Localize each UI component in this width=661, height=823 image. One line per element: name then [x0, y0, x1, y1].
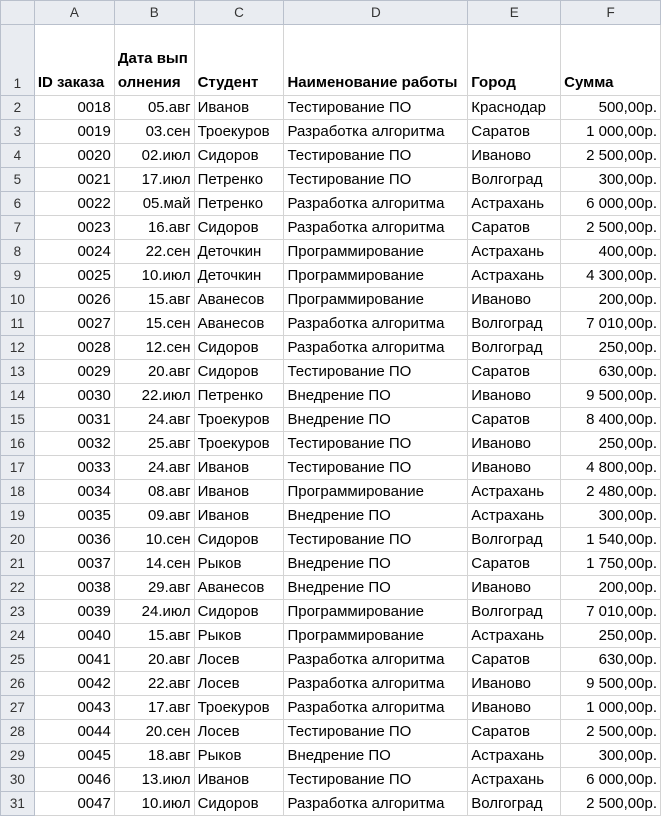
- cell-student[interactable]: Деточкин: [194, 264, 284, 288]
- row-header[interactable]: 11: [1, 312, 35, 336]
- row-header[interactable]: 20: [1, 528, 35, 552]
- cell-date[interactable]: 20.авг: [114, 648, 194, 672]
- row-header[interactable]: 21: [1, 552, 35, 576]
- row-header[interactable]: 27: [1, 696, 35, 720]
- row-header[interactable]: 19: [1, 504, 35, 528]
- cell-work[interactable]: Программирование: [284, 240, 468, 264]
- row-header[interactable]: 18: [1, 480, 35, 504]
- cell-work[interactable]: Тестирование ПО: [284, 144, 468, 168]
- cell-city[interactable]: Саратов: [468, 648, 561, 672]
- table-row: [1, 240, 661, 264]
- cell-work[interactable]: Программирование: [284, 600, 468, 624]
- cell-date[interactable]: 17.авг: [114, 696, 194, 720]
- cell-sum[interactable]: 4 800,00р.: [561, 456, 661, 480]
- cell-work[interactable]: Внедрение ПО: [284, 408, 468, 432]
- cell-city[interactable]: Астрахань: [468, 744, 561, 768]
- row-header[interactable]: 14: [1, 384, 35, 408]
- table-row: [1, 624, 661, 648]
- row-header[interactable]: 9: [1, 264, 35, 288]
- cell-work[interactable]: Тестирование ПО: [284, 768, 468, 792]
- cell-work[interactable]: Разработка алгоритма: [284, 672, 468, 696]
- cell-sum[interactable]: 2 500,00р.: [561, 720, 661, 744]
- cell-date[interactable]: 15.сен: [114, 312, 194, 336]
- row-header[interactable]: 6: [1, 192, 35, 216]
- cell-student[interactable]: Сидоров: [194, 336, 284, 360]
- cell-city[interactable]: Саратов: [468, 552, 561, 576]
- cell-work[interactable]: Внедрение ПО: [284, 552, 468, 576]
- row-header[interactable]: 30: [1, 768, 35, 792]
- cell-work[interactable]: Разработка алгоритма: [284, 648, 468, 672]
- cell-city[interactable]: Саратов: [468, 720, 561, 744]
- cell-date[interactable]: 22.сен: [114, 240, 194, 264]
- cell-city[interactable]: Волгоград: [468, 528, 561, 552]
- cell-student[interactable]: Петренко: [194, 384, 284, 408]
- cell-student[interactable]: Сидоров: [194, 360, 284, 384]
- row-header[interactable]: 13: [1, 360, 35, 384]
- cell-city[interactable]: Иваново: [468, 144, 561, 168]
- cell-city[interactable]: Иваново: [468, 456, 561, 480]
- table-row: [1, 504, 661, 528]
- cell-date[interactable]: 05.авг: [114, 96, 194, 120]
- cell-student[interactable]: Иванов: [194, 96, 284, 120]
- cell-sum[interactable]: 400,00р.: [561, 240, 661, 264]
- cell-student[interactable]: Иванов: [194, 480, 284, 504]
- cell-date[interactable]: 24.авг: [114, 456, 194, 480]
- cell-id[interactable]: 0035: [34, 504, 114, 528]
- cell-city[interactable]: Саратов: [468, 360, 561, 384]
- row-header[interactable]: 3: [1, 120, 35, 144]
- cell-work[interactable]: Внедрение ПО: [284, 384, 468, 408]
- cell-city[interactable]: Краснодар: [468, 96, 561, 120]
- cell-city[interactable]: Волгоград: [468, 336, 561, 360]
- cell-id[interactable]: 0020: [34, 144, 114, 168]
- cell-city[interactable]: Волгоград: [468, 312, 561, 336]
- cell-id[interactable]: 0023: [34, 216, 114, 240]
- cell-student[interactable]: Петренко: [194, 192, 284, 216]
- cell-sum[interactable]: 7 010,00р.: [561, 600, 661, 624]
- cell-date[interactable]: 17.июл: [114, 168, 194, 192]
- table-row: [1, 144, 661, 168]
- cell-sum[interactable]: 2 500,00р.: [561, 144, 661, 168]
- table-row: [1, 576, 661, 600]
- header-cell-work[interactable]: Наименование работы: [284, 25, 468, 96]
- cell-work[interactable]: Тестирование ПО: [284, 432, 468, 456]
- cell-date[interactable]: 20.сен: [114, 720, 194, 744]
- cell-city[interactable]: Астрахань: [468, 504, 561, 528]
- table-row: [1, 720, 661, 744]
- cell-date[interactable]: 24.авг: [114, 408, 194, 432]
- cell-student[interactable]: Сидоров: [194, 216, 284, 240]
- cell-student[interactable]: Сидоров: [194, 792, 284, 816]
- cell-city[interactable]: Иваново: [468, 576, 561, 600]
- cell-work[interactable]: Тестирование ПО: [284, 96, 468, 120]
- table-row: [1, 168, 661, 192]
- table-row: [1, 696, 661, 720]
- cell-sum[interactable]: 200,00р.: [561, 576, 661, 600]
- cell-sum[interactable]: 300,00р.: [561, 504, 661, 528]
- cell-date[interactable]: 25.авг: [114, 432, 194, 456]
- cell-student[interactable]: Аванесов: [194, 576, 284, 600]
- header-row: [1, 25, 661, 96]
- cell-date[interactable]: 24.июл: [114, 600, 194, 624]
- cell-city[interactable]: Волгоград: [468, 168, 561, 192]
- row-header[interactable]: 25: [1, 648, 35, 672]
- cell-work[interactable]: Разработка алгоритма: [284, 216, 468, 240]
- header-cell-student[interactable]: Студент: [194, 25, 284, 96]
- table-row: [1, 672, 661, 696]
- cell-city[interactable]: Саратов: [468, 408, 561, 432]
- cell-student[interactable]: Сидоров: [194, 600, 284, 624]
- cell-sum[interactable]: 250,00р.: [561, 432, 661, 456]
- cell-work[interactable]: Программирование: [284, 288, 468, 312]
- cell-id[interactable]: 0021: [34, 168, 114, 192]
- cell-student[interactable]: Сидоров: [194, 144, 284, 168]
- cell-student[interactable]: Лосев: [194, 672, 284, 696]
- cell-sum[interactable]: 500,00р.: [561, 96, 661, 120]
- cell-id[interactable]: 0018: [34, 96, 114, 120]
- cell-sum[interactable]: 6 000,00р.: [561, 192, 661, 216]
- cell-id[interactable]: 0045: [34, 744, 114, 768]
- cell-id[interactable]: 0042: [34, 672, 114, 696]
- cell-date[interactable]: 05.май: [114, 192, 194, 216]
- cell-sum[interactable]: 1 000,00р.: [561, 120, 661, 144]
- cell-id[interactable]: 0028: [34, 336, 114, 360]
- cell-id[interactable]: 0022: [34, 192, 114, 216]
- cell-city[interactable]: Астрахань: [468, 480, 561, 504]
- cell-date[interactable]: 15.авг: [114, 624, 194, 648]
- cell-student[interactable]: Рыков: [194, 624, 284, 648]
- table-row: [1, 264, 661, 288]
- cell-sum[interactable]: 1 000,00р.: [561, 696, 661, 720]
- cell-id[interactable]: 0046: [34, 768, 114, 792]
- cell-student[interactable]: Рыков: [194, 552, 284, 576]
- table-row: [1, 384, 661, 408]
- cell-city[interactable]: Астрахань: [468, 192, 561, 216]
- cell-work[interactable]: Разработка алгоритма: [284, 312, 468, 336]
- cell-id[interactable]: 0039: [34, 600, 114, 624]
- cell-student[interactable]: Лосев: [194, 720, 284, 744]
- header-cell-city[interactable]: Город: [468, 25, 561, 96]
- cell-work[interactable]: Разработка алгоритма: [284, 336, 468, 360]
- cell-student[interactable]: Троекуров: [194, 408, 284, 432]
- cell-city[interactable]: Астрахань: [468, 768, 561, 792]
- cell-work[interactable]: Разработка алгоритма: [284, 696, 468, 720]
- row-header[interactable]: 15: [1, 408, 35, 432]
- table-row: [1, 480, 661, 504]
- cell-date[interactable]: 08.авг: [114, 480, 194, 504]
- cell-date[interactable]: 20.авг: [114, 360, 194, 384]
- cell-id[interactable]: 0030: [34, 384, 114, 408]
- row-header[interactable]: 17: [1, 456, 35, 480]
- row-header[interactable]: 29: [1, 744, 35, 768]
- cell-city[interactable]: Астрахань: [468, 264, 561, 288]
- cell-id[interactable]: 0041: [34, 648, 114, 672]
- cell-date[interactable]: 14.сен: [114, 552, 194, 576]
- select-all-corner[interactable]: [1, 1, 35, 25]
- cell-work[interactable]: Тестирование ПО: [284, 168, 468, 192]
- cell-date[interactable]: 12.сен: [114, 336, 194, 360]
- cell-sum[interactable]: 9 500,00р.: [561, 384, 661, 408]
- cell-id[interactable]: 0027: [34, 312, 114, 336]
- row-header[interactable]: 12: [1, 336, 35, 360]
- cell-id[interactable]: 0047: [34, 792, 114, 816]
- cell-sum[interactable]: 200,00р.: [561, 288, 661, 312]
- row-header[interactable]: 16: [1, 432, 35, 456]
- cell-sum[interactable]: 4 300,00р.: [561, 264, 661, 288]
- cell-sum[interactable]: 2 480,00р.: [561, 480, 661, 504]
- table-row: [1, 456, 661, 480]
- cell-student[interactable]: Иванов: [194, 504, 284, 528]
- row-header[interactable]: 23: [1, 600, 35, 624]
- cell-work[interactable]: Внедрение ПО: [284, 576, 468, 600]
- cell-id[interactable]: 0032: [34, 432, 114, 456]
- header-cell-sum[interactable]: Сумма: [561, 25, 661, 96]
- column-header-b[interactable]: B: [114, 1, 194, 25]
- cell-sum[interactable]: 6 000,00р.: [561, 768, 661, 792]
- row-header[interactable]: 24: [1, 624, 35, 648]
- cell-work[interactable]: Тестирование ПО: [284, 360, 468, 384]
- row-header[interactable]: 7: [1, 216, 35, 240]
- column-header-f[interactable]: F: [561, 1, 661, 25]
- header-cell-date[interactable]: Дата выполнения: [114, 25, 194, 96]
- header-cell-id[interactable]: ID заказа: [34, 25, 114, 96]
- cell-sum[interactable]: 630,00р.: [561, 648, 661, 672]
- cell-work[interactable]: Разработка алгоритма: [284, 192, 468, 216]
- cell-city[interactable]: Саратов: [468, 216, 561, 240]
- cell-student[interactable]: Иванов: [194, 768, 284, 792]
- cell-id[interactable]: 0043: [34, 696, 114, 720]
- cell-city[interactable]: Иваново: [468, 696, 561, 720]
- cell-date[interactable]: 10.июл: [114, 792, 194, 816]
- cell-date[interactable]: 16.авг: [114, 216, 194, 240]
- table-row: [1, 552, 661, 576]
- cell-id[interactable]: 0040: [34, 624, 114, 648]
- cell-sum[interactable]: 2 500,00р.: [561, 792, 661, 816]
- column-header-a[interactable]: A: [34, 1, 114, 25]
- table-row: [1, 408, 661, 432]
- cell-student[interactable]: Деточкин: [194, 240, 284, 264]
- cell-date[interactable]: 03.сен: [114, 120, 194, 144]
- cell-city[interactable]: Астрахань: [468, 240, 561, 264]
- row-header[interactable]: 5: [1, 168, 35, 192]
- cell-student[interactable]: Троекуров: [194, 432, 284, 456]
- cell-id[interactable]: 0033: [34, 456, 114, 480]
- cell-date[interactable]: 15.авг: [114, 288, 194, 312]
- cell-city[interactable]: Саратов: [468, 120, 561, 144]
- cell-id[interactable]: 0038: [34, 576, 114, 600]
- row-header[interactable]: 1: [1, 25, 35, 96]
- table-row: [1, 600, 661, 624]
- table-row: [1, 120, 661, 144]
- cell-id[interactable]: 0026: [34, 288, 114, 312]
- cell-student[interactable]: Петренко: [194, 168, 284, 192]
- cell-sum[interactable]: 300,00р.: [561, 744, 661, 768]
- cell-date[interactable]: 22.июл: [114, 384, 194, 408]
- row-header[interactable]: 4: [1, 144, 35, 168]
- cell-city[interactable]: Иваново: [468, 432, 561, 456]
- cell-id[interactable]: 0031: [34, 408, 114, 432]
- cell-id[interactable]: 0034: [34, 480, 114, 504]
- cell-date[interactable]: 18.авг: [114, 744, 194, 768]
- table-row: [1, 432, 661, 456]
- cell-student[interactable]: Аванесов: [194, 288, 284, 312]
- column-header-d[interactable]: D: [284, 1, 468, 25]
- cell-work[interactable]: Разработка алгоритма: [284, 792, 468, 816]
- cell-work[interactable]: Внедрение ПО: [284, 744, 468, 768]
- table-row: [1, 792, 661, 816]
- cell-work[interactable]: Внедрение ПО: [284, 504, 468, 528]
- row-header[interactable]: 22: [1, 576, 35, 600]
- cell-sum[interactable]: 8 400,00р.: [561, 408, 661, 432]
- cell-student[interactable]: Троекуров: [194, 696, 284, 720]
- table-row: [1, 312, 661, 336]
- cell-city[interactable]: Астрахань: [468, 624, 561, 648]
- cell-work[interactable]: Программирование: [284, 624, 468, 648]
- cell-date[interactable]: 22.авг: [114, 672, 194, 696]
- cell-work[interactable]: Программирование: [284, 264, 468, 288]
- cell-sum[interactable]: 250,00р.: [561, 624, 661, 648]
- cell-city[interactable]: Иваново: [468, 288, 561, 312]
- cell-date[interactable]: 10.июл: [114, 264, 194, 288]
- cell-sum[interactable]: 1 750,00р.: [561, 552, 661, 576]
- column-header-e[interactable]: E: [468, 1, 561, 25]
- cell-student[interactable]: Иванов: [194, 456, 284, 480]
- table-row: [1, 744, 661, 768]
- row-header[interactable]: 26: [1, 672, 35, 696]
- cell-city[interactable]: Волгоград: [468, 600, 561, 624]
- cell-id[interactable]: 0044: [34, 720, 114, 744]
- cell-sum[interactable]: 7 010,00р.: [561, 312, 661, 336]
- table-row: [1, 192, 661, 216]
- cell-id[interactable]: 0029: [34, 360, 114, 384]
- cell-id[interactable]: 0024: [34, 240, 114, 264]
- cell-date[interactable]: 09.авг: [114, 504, 194, 528]
- cell-sum[interactable]: 1 540,00р.: [561, 528, 661, 552]
- cell-work[interactable]: Тестирование ПО: [284, 528, 468, 552]
- cell-sum[interactable]: 300,00р.: [561, 168, 661, 192]
- table-row: [1, 528, 661, 552]
- cell-sum[interactable]: 250,00р.: [561, 336, 661, 360]
- row-header[interactable]: 2: [1, 96, 35, 120]
- row-header[interactable]: 8: [1, 240, 35, 264]
- row-header[interactable]: 28: [1, 720, 35, 744]
- table-row: [1, 216, 661, 240]
- cell-date[interactable]: 29.авг: [114, 576, 194, 600]
- cell-city[interactable]: Иваново: [468, 384, 561, 408]
- column-header-row: [1, 1, 661, 25]
- cell-student[interactable]: Аванесов: [194, 312, 284, 336]
- cell-city[interactable]: Иваново: [468, 672, 561, 696]
- cell-work[interactable]: Тестирование ПО: [284, 720, 468, 744]
- row-header[interactable]: 31: [1, 792, 35, 816]
- cell-sum[interactable]: 630,00р.: [561, 360, 661, 384]
- cell-sum[interactable]: 2 500,00р.: [561, 216, 661, 240]
- table-row: [1, 648, 661, 672]
- table-row: [1, 336, 661, 360]
- column-header-c[interactable]: C: [194, 1, 284, 25]
- cell-sum[interactable]: 9 500,00р.: [561, 672, 661, 696]
- cell-work[interactable]: Программирование: [284, 480, 468, 504]
- cell-id[interactable]: 0019: [34, 120, 114, 144]
- table-row: [1, 288, 661, 312]
- cell-student[interactable]: Троекуров: [194, 120, 284, 144]
- table-row: [1, 768, 661, 792]
- row-header[interactable]: 10: [1, 288, 35, 312]
- cell-work[interactable]: Тестирование ПО: [284, 456, 468, 480]
- cell-student[interactable]: Рыков: [194, 744, 284, 768]
- table-row: [1, 96, 661, 120]
- cell-date[interactable]: 13.июл: [114, 768, 194, 792]
- cell-student[interactable]: Лосев: [194, 648, 284, 672]
- cell-student[interactable]: Сидоров: [194, 528, 284, 552]
- cell-id[interactable]: 0036: [34, 528, 114, 552]
- cell-id[interactable]: 0037: [34, 552, 114, 576]
- cell-date[interactable]: 02.июл: [114, 144, 194, 168]
- table-row: [1, 360, 661, 384]
- cell-date[interactable]: 10.сен: [114, 528, 194, 552]
- cell-work[interactable]: Разработка алгоритма: [284, 120, 468, 144]
- cell-id[interactable]: 0025: [34, 264, 114, 288]
- cell-city[interactable]: Волгоград: [468, 792, 561, 816]
